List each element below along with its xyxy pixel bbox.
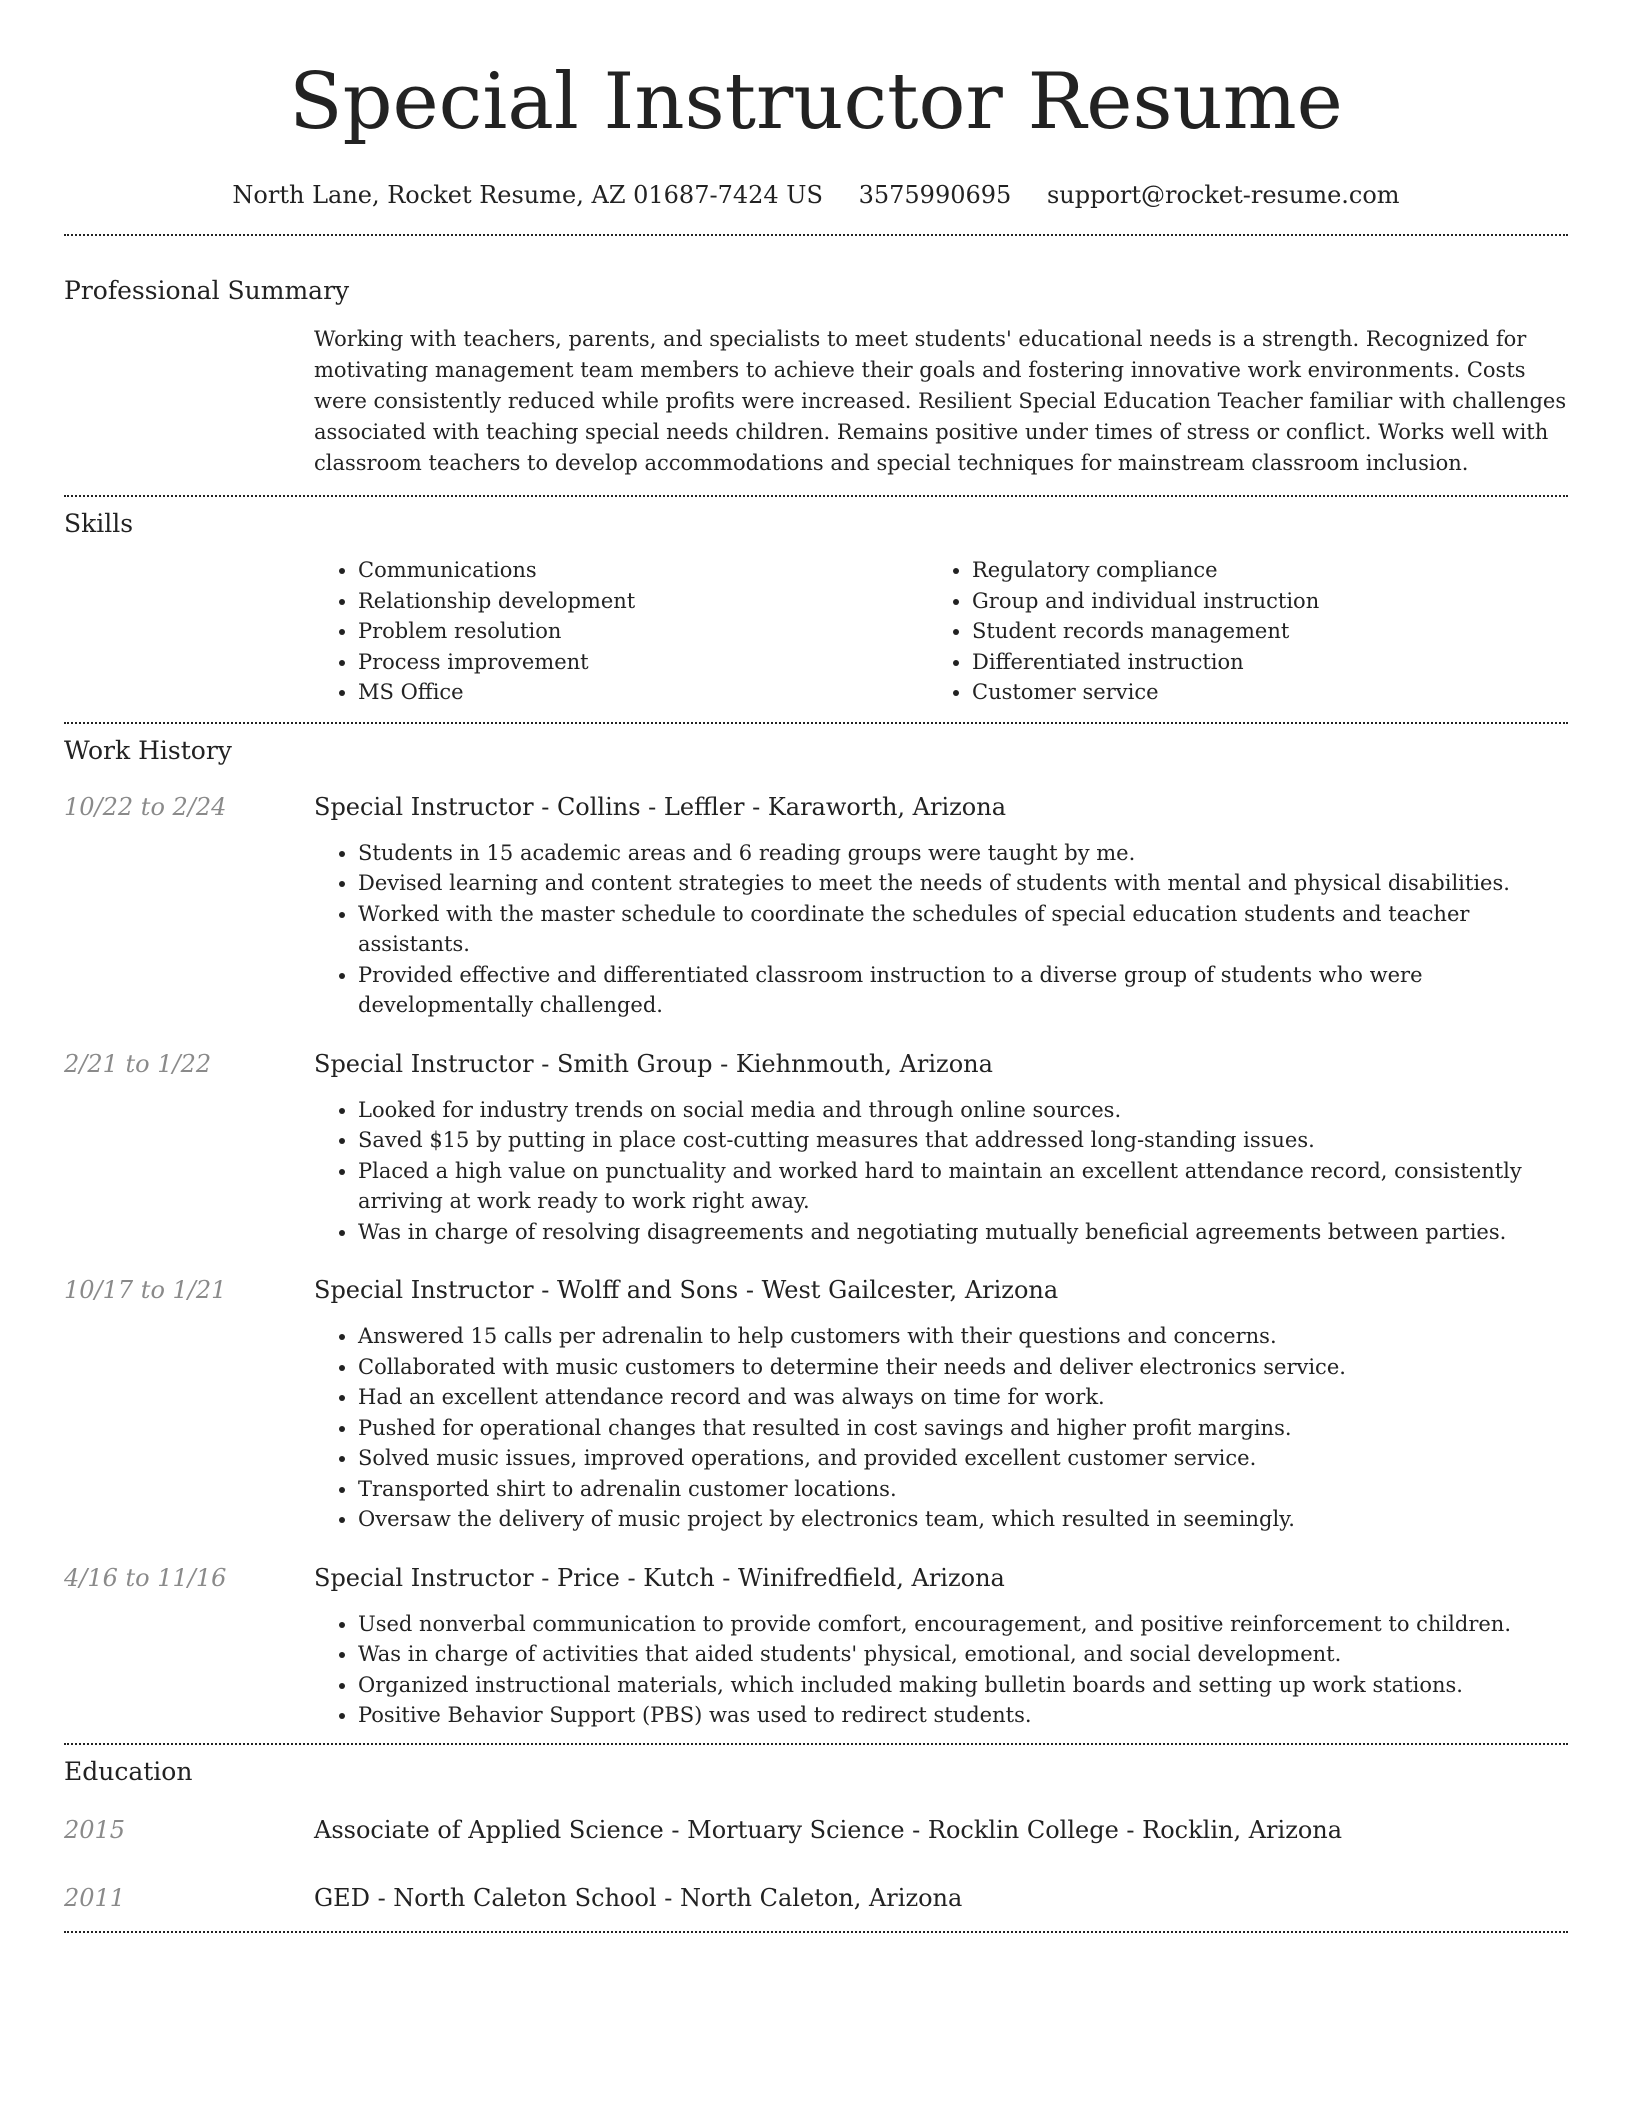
job-bullets (314, 1321, 1568, 1535)
contact-line (64, 178, 1568, 212)
divider (64, 722, 1568, 724)
job-bullet: • Was in charge of resolving disagreements and negotiating mutually beneficial agreements between parties. (358, 1217, 1568, 1248)
job-entry (64, 1561, 1568, 1731)
job-bullet: • Solved music issues, improved operations, and provided excellent customer service. (358, 1443, 1568, 1474)
skills-column-left (314, 555, 928, 708)
job-dates: 4/16 to 11/16 (64, 1563, 227, 1592)
job-bullet: • Oversaw the delivery of music project by electronics team, which resulted in seemingly. (358, 1504, 1568, 1535)
divider (64, 495, 1568, 497)
job-bullet: • Pushed for operational changes that resulted in cost savings and higher profit margins. (358, 1413, 1568, 1444)
skills-list (314, 555, 1568, 708)
skill-item: • Regulatory compliance (972, 555, 1542, 586)
job-bullet: • Positive Behavior Support (PBS) was used to redirect students. (358, 1700, 1568, 1731)
skill-item: • Process improvement (358, 647, 928, 678)
job-entry (64, 790, 1568, 1021)
divider (64, 1931, 1568, 1933)
job-entry (64, 1047, 1568, 1248)
job-title: Special Instructor - Price - Kutch - Winifredfield, Arizona (314, 1563, 1005, 1592)
summary-section (64, 274, 1568, 479)
skill-item: • Communications (358, 555, 928, 586)
section-title-summary: Professional Summary (64, 276, 350, 305)
skill-item: • Customer service (972, 677, 1542, 708)
education-entry (64, 1881, 1568, 1915)
job-bullet: • Devised learning and content strategies to meet the needs of students with mental and physical disabilities. (358, 868, 1568, 899)
skills-section (64, 507, 1568, 708)
education-section (64, 1755, 1568, 1915)
job-bullets (314, 1609, 1568, 1731)
job-bullet: • Provided effective and differentiated classroom instruction to a diverse group of students who were developmentally challenged. (358, 960, 1568, 1021)
skill-item: • Differentiated instruction (972, 647, 1542, 678)
job-dates: 10/17 to 1/21 (64, 1276, 227, 1304)
job-bullet: • Answered 15 calls per adrenalin to help customers with their questions and concerns. (358, 1321, 1568, 1352)
job-bullet: • Used nonverbal communication to provide comfort, encouragement, and positive reinforcement to children. (358, 1609, 1568, 1640)
job-bullets (314, 1095, 1568, 1248)
job-bullet: • Collaborated with music customers to determine their needs and deliver electronics service. (358, 1352, 1568, 1383)
education-year: 2011 (64, 1883, 126, 1912)
job-bullet: • Had an excellent attendance record and was always on time for work. (358, 1382, 1568, 1413)
skill-item: • Group and individual instruction (972, 586, 1542, 617)
job-bullet: • Transported shirt to adrenalin customer locations. (358, 1474, 1568, 1505)
job-entry (64, 1273, 1568, 1535)
work-history-section (64, 734, 1568, 1731)
contact-email: support@rocket-resume.com (1046, 181, 1400, 209)
skill-item: • Problem resolution (358, 616, 928, 647)
education-title: GED - North Caleton School - North Caleton, Arizona (314, 1883, 963, 1912)
job-title: Special Instructor - Smith Group - Kiehnmouth, Arizona (314, 1049, 993, 1078)
summary-text: Working with teachers, parents, and specialists to meet students' educational needs is a strength. Recognized for motivating management team members to achieve their goals and fostering innovative work environments. Costs were consistently reduced while profits were increased. Resilient Special Education Teacher familiar with challenges associated with teaching special needs children. Remains positive under times of stress or conflict. Works well with classroom teachers to develop accommodations and special techniques for mainstream classroom inclusion. (314, 327, 1567, 475)
resume-title: Special Instructor Resume (289, 57, 1343, 147)
section-title-work: Work History (64, 735, 232, 765)
contact-address: North Lane, Rocket Resume, AZ 01687-7424 US (232, 181, 823, 209)
job-bullet: • Was in charge of activities that aided students' physical, emotional, and social development. (358, 1639, 1568, 1670)
section-title-skills: Skills (64, 509, 134, 538)
job-bullet: • Looked for industry trends on social media and through online sources. (358, 1095, 1568, 1126)
contact-phone: 3575990695 (858, 181, 1012, 209)
divider (64, 1743, 1568, 1745)
job-title: Special Instructor - Wolff and Sons - West Gailcester, Arizona (314, 1276, 1059, 1304)
job-dates: 10/22 to 2/24 (64, 792, 227, 821)
skill-item: • Student records management (972, 616, 1542, 647)
job-bullets (314, 838, 1568, 1021)
skill-item: • Relationship development (358, 586, 928, 617)
education-year: 2015 (64, 1815, 126, 1844)
job-dates: 2/21 to 1/22 (64, 1049, 212, 1078)
job-bullet: • Students in 15 academic areas and 6 reading groups were taught by me. (358, 838, 1568, 869)
skill-item: • MS Office (358, 677, 928, 708)
job-bullet: • Saved $15 by putting in place cost-cutting measures that addressed long-standing issues. (358, 1125, 1568, 1156)
education-title: Associate of Applied Science - Mortuary Science - Rocklin College - Rocklin, Arizona (314, 1815, 1343, 1844)
job-bullet: • Worked with the master schedule to coordinate the schedules of special education students and teacher assistants. (358, 899, 1568, 960)
skills-column-right (928, 555, 1542, 708)
section-title-education: Education (64, 1756, 193, 1786)
job-bullet: • Placed a high value on punctuality and worked hard to maintain an excellent attendance record, consistently arriving at work ready to work right away. (358, 1156, 1568, 1217)
divider (64, 234, 1568, 236)
education-entry (64, 1813, 1568, 1847)
job-title: Special Instructor - Collins - Leffler - Karaworth, Arizona (314, 792, 1007, 821)
job-bullet: • Organized instructional materials, which included making bulletin boards and setting up work stations. (358, 1670, 1568, 1701)
